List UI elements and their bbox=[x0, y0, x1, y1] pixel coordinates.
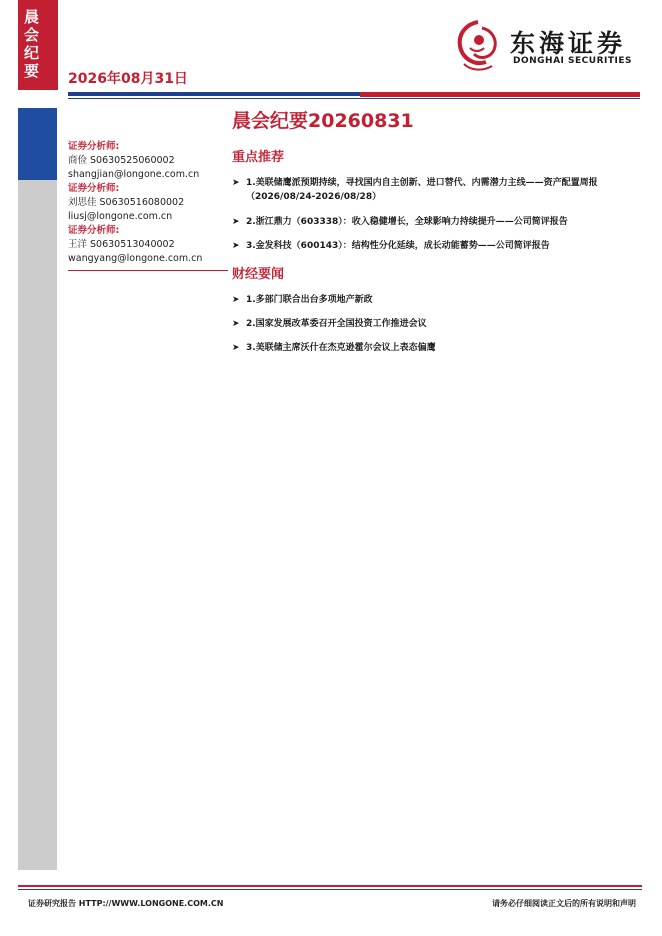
dragon-logo-icon bbox=[452, 18, 504, 74]
report-link-line1: 1.美联储鹰派预期持续，寻找国内自主创新、进口替代、内需潜力主线——资产配置周报 bbox=[246, 178, 598, 188]
report-link-line2: （2026/08/24-2026/08/28） bbox=[246, 192, 382, 202]
page-title: 晨会纪要20260831 bbox=[232, 110, 414, 132]
report-link-text: 2.浙江鼎力（603338）：收入稳健增长，全球影响力持续提升——公司简评报告 bbox=[246, 217, 568, 227]
header-rule-blue bbox=[68, 92, 368, 96]
report-link-text bbox=[246, 176, 641, 204]
analyst-name-id: 王洋 S0630513040002 bbox=[68, 239, 175, 250]
section-title-finance-news: 财经要闻 bbox=[232, 267, 285, 282]
news-link-text: 3.美联储主席沃什在杰克逊霍尔会议上表态偏鹰 bbox=[246, 343, 436, 353]
report-link-item[interactable] bbox=[232, 215, 642, 231]
logo-chinese-name: 东海证券 bbox=[510, 29, 627, 58]
news-link-item[interactable] bbox=[232, 341, 642, 357]
section-title-key-picks: 重点推荐 bbox=[232, 150, 285, 165]
footer-disclaimer: 请务必仔细阅读正文后的所有说明和声明 bbox=[492, 899, 636, 908]
header-rule-red bbox=[360, 92, 640, 97]
bullet-arrow-icon: ➤ bbox=[232, 178, 240, 188]
company-logo bbox=[452, 18, 642, 74]
analyst-entry bbox=[68, 182, 228, 224]
analyst-name-id: 商俭 S0630525060002 bbox=[68, 155, 175, 166]
report-link-item[interactable] bbox=[232, 239, 642, 255]
report-date: 2026年08月31日 bbox=[68, 71, 188, 87]
sidebar-grey-bar bbox=[18, 180, 57, 870]
analyst-list bbox=[68, 140, 228, 266]
analyst-entry bbox=[68, 140, 228, 182]
footer-rule-blue bbox=[18, 889, 642, 890]
report-link-item[interactable] bbox=[232, 176, 642, 206]
analyst-role: 证券分析师: bbox=[68, 141, 120, 152]
analyst-divider bbox=[68, 270, 228, 271]
news-link-item[interactable] bbox=[232, 293, 642, 309]
bullet-arrow-icon: ➤ bbox=[232, 217, 240, 227]
analyst-role: 证券分析师: bbox=[68, 183, 120, 194]
analyst-email[interactable]: shangjian@longone.com.cn bbox=[68, 169, 200, 180]
analyst-email[interactable]: liusj@longone.com.cn bbox=[68, 211, 173, 222]
news-link-item[interactable] bbox=[232, 317, 642, 333]
report-type-tab bbox=[18, 0, 58, 90]
footer-rule-red bbox=[18, 885, 642, 887]
report-type-label: 晨会纪要 bbox=[24, 8, 41, 80]
sidebar-accent-blue bbox=[18, 108, 57, 180]
analyst-name-id: 刘思佳 S0630516080002 bbox=[68, 197, 185, 208]
analyst-email[interactable]: wangyang@longone.com.cn bbox=[68, 253, 203, 264]
bullet-arrow-icon: ➤ bbox=[232, 295, 240, 305]
analyst-entry bbox=[68, 224, 228, 266]
bullet-arrow-icon: ➤ bbox=[232, 241, 240, 251]
header-rule-thin bbox=[68, 98, 640, 99]
bullet-arrow-icon: ➤ bbox=[232, 343, 240, 353]
bullet-arrow-icon: ➤ bbox=[232, 319, 240, 329]
news-link-text: 1.多部门联合出台多项地产新政 bbox=[246, 295, 373, 305]
footer-website[interactable]: 证券研究报告 HTTP://WWW.LONGONE.COM.CN bbox=[28, 899, 224, 908]
analyst-role: 证券分析师: bbox=[68, 225, 120, 236]
report-link-text: 3.金发科技（600143）：结构性分化延续，成长动能蓄势——公司简评报告 bbox=[246, 241, 550, 251]
news-link-text: 2.国家发展改革委召开全国投资工作推进会议 bbox=[246, 319, 427, 329]
logo-english-name: DONGHAI SECURITIES bbox=[513, 56, 632, 66]
